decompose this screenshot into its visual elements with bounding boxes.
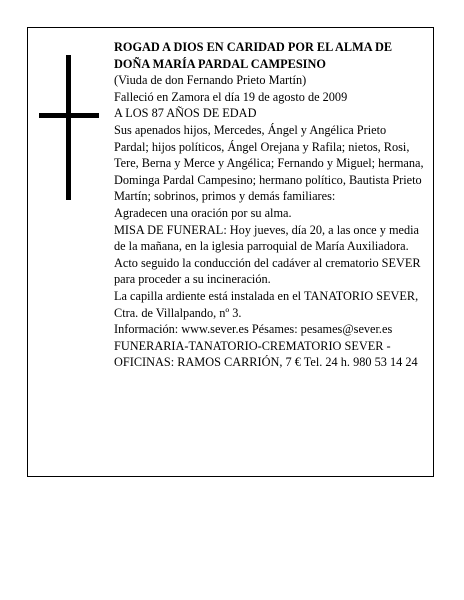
obituary-heading: ROGAD A DIOS EN CARIDAD POR EL ALMA DE DOÑA MARÍA PARDAL CAMPESINO [114, 40, 393, 71]
cross-icon [39, 55, 99, 200]
contact-info: Información: www.sever.es Pésames: pesames@sever.es [114, 322, 393, 337]
cross-horizontal-bar [39, 113, 99, 118]
cross-vertical-bar [66, 55, 71, 200]
age-line: A LOS 87 AÑOS DE EDAD [114, 106, 257, 121]
widow-of-line: (Viuda de don Fernando Prieto Martín) [114, 73, 307, 88]
obituary-text [114, 39, 424, 371]
death-info: Falleció en Zamora el día 19 de agosto de 2009 [114, 89, 348, 104]
prayer-line: Agradecen una oración por su alma. [114, 205, 292, 220]
funeral-home-info: FUNERARIA-TANATORIO-CREMATORIO SEVER - OFICINAS: RAMOS CARRIÓN, 7 € Tel. 24 h. 980 53 14 24 [114, 338, 418, 370]
family-list: Sus apenados hijos, Mercedes, Ángel y Angélica Prieto Pardal; hijos políticos, Ángel Orejana y Rafila; nietos, Rosi, Tere, Berna y Merce y Angélica; Fernando y Miguel; hermana, Dominga Pardal Campesino; hermano político, Bautista Prieto Martín; sobrinos, primos y demás familiares: [114, 122, 424, 204]
obituary-notice [27, 27, 434, 477]
funeral-mass-info: MISA DE FUNERAL: Hoy jueves, día 20, a las once y media de la mañana, en la iglesia parroquial de María Auxiliadora. Acto seguido la conducción del cadáver al crematorio SEVER para proceder a su incineración. [114, 222, 421, 287]
chapel-info: La capilla ardiente está instalada en el TANATORIO SEVER, Ctra. de Villalpando, nº 3. [114, 288, 419, 320]
